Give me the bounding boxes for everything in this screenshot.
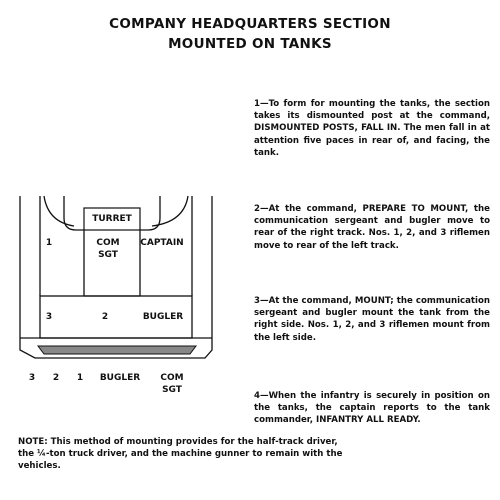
step-3-text: 3—At the command, MOUNT; the communication sergeant and bugler mount the tank from the right side. Nos. 1, 2, and 3 riflemen mount from the left side. (254, 296, 490, 343)
com-sgt-label-line1: COM (96, 238, 120, 248)
step-1-text: 1—To form for mounting the tanks, the section takes its dismounted post at the command, DISMOUNTED POSTS, FALL IN. The men fall in at attention five paces in rear of, and facing, the tank. (254, 99, 490, 158)
rifleman-2-label: 2 (101, 312, 109, 322)
note-text: NOTE: This method of mounting provides for the half-track driver, the ¼-ton truck driver, and the machine gunner to remain with the vehicles. (18, 437, 343, 472)
rear-com-sgt-line1: COM (160, 373, 184, 383)
turret-label: TURRET (92, 214, 132, 224)
turret-arc-right (152, 196, 188, 226)
step-2-text: 2—At the command, PREPARE TO MOUNT, the communication sergeant and bugler move to rear of the right track. Nos. 1, 2, and 3 riflemen move to rear of the left track. (254, 204, 490, 251)
rear-rifleman-3: 3 (28, 373, 36, 383)
page-title-line2: MOUNTED ON TANKS (168, 36, 332, 52)
rifleman-1-label: 1 (45, 238, 53, 248)
rear-plate (38, 346, 196, 354)
rifleman-3-label: 3 (45, 312, 53, 322)
step-4-text: 4—When the infantry is securely in position on the tanks, the captain reports to the tank commander, INFANTRY ALL READY. (254, 391, 490, 426)
rear-bugler: BUGLER (99, 373, 141, 383)
turret-left-side (64, 196, 84, 296)
com-sgt-label-line2: SGT (98, 250, 118, 260)
page-title-line1: COMPANY HEADQUARTERS SECTION (109, 16, 391, 32)
bugler-label: BUGLER (142, 312, 184, 322)
captain-label: CAPTAIN (140, 238, 184, 248)
turret-arc-left (44, 196, 74, 226)
rear-com-sgt-line2: SGT (162, 385, 182, 395)
rear-rifleman-2: 2 (52, 373, 60, 383)
rear-rifleman-1: 1 (76, 373, 84, 383)
